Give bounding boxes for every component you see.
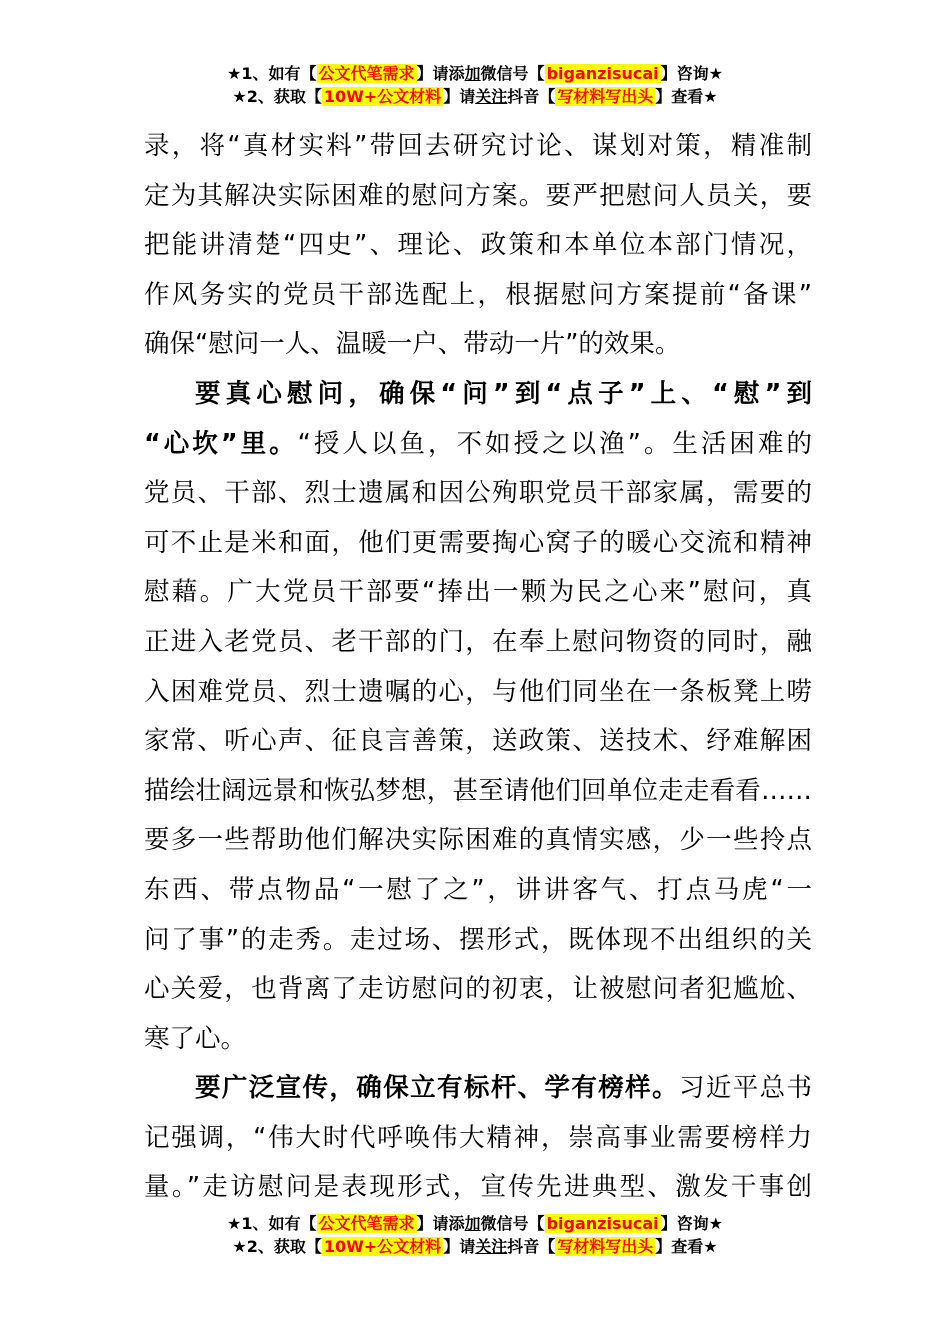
body-text: “授人以鱼，不如授之以渔”。生活困难的: [297, 428, 812, 459]
header-banner: [0, 64, 950, 110]
banner-text: 】请添: [416, 1214, 465, 1233]
banner-text: 抖音【: [507, 1237, 556, 1256]
body-line: 量。”走访慰问是表现形式，宣传先进典型、激发干事创: [144, 1172, 812, 1203]
banner-row-2: [0, 87, 950, 110]
paragraph-heading-line: [144, 370, 812, 420]
body-line: 把能讲清楚“四史”、理论、政策和本单位本部门情况，: [144, 230, 812, 261]
body-line: 确保“慰问一人、温暖一户、带动一片”的效果。: [144, 329, 681, 360]
banner-row-1: [0, 1214, 950, 1237]
body-line: 慰藉。广大党员干部要“捧出一颗为民之心来”慰问，真: [144, 577, 812, 608]
body-line: 可不止是米和面，他们更需要掏心窝子的暖心交流和精神: [144, 527, 812, 558]
banner-text: 抖音【: [507, 87, 556, 106]
banner-text: 】请: [443, 87, 476, 106]
paragraph-heading: 要广泛宣传，确保立有标杆、学有榜样。: [195, 1073, 679, 1104]
body-line: 记强调，“伟大时代呼唤伟大精神，崇高事业需要榜样力: [144, 1122, 812, 1153]
banner-text: 】咨询★: [660, 64, 723, 83]
body-line: 心关爱，也背离了走访慰问的初衷，让被慰问者犯尴尬、: [144, 974, 812, 1005]
banner-text: 】请添: [416, 64, 465, 83]
body-line: 东西、带点物品“一慰了之”，讲讲客气、打点马虎“一: [144, 874, 812, 905]
body-line: [144, 1064, 812, 1114]
banner-underline: 加: [464, 64, 481, 83]
banner-highlight: 公文代笔需求: [318, 1214, 415, 1233]
paragraph-heading: “心坎”里。: [144, 428, 298, 459]
body-line: 寒了心。: [144, 1023, 247, 1054]
body-line: 家常、听心声、征良言善策，送政策、送技术、纾难解困: [144, 726, 812, 757]
body-line: 要多一些帮助他们解决实际困难的真情实感，少一些拎点: [144, 825, 812, 856]
banner-text: ★2、获取【: [232, 87, 322, 106]
paragraph-heading: 要真心慰问，确保“问”到“点子”上、“慰”到: [195, 378, 812, 409]
body-line: 党员、干部、烈士遗属和因公殉职党员干部家属，需要的: [144, 478, 812, 509]
banner-underline: 关注: [475, 87, 508, 106]
banner-text: 】查看★: [655, 87, 718, 106]
banner-underline: 加: [464, 1214, 481, 1233]
banner-text: 】请: [443, 1237, 476, 1256]
banner-highlight: 公文代笔需求: [318, 64, 415, 83]
body-line: [144, 420, 812, 470]
body-line: 入困难党员、烈士遗嘱的心，与他们同坐在一条板凳上唠: [144, 676, 812, 707]
banner-text: ★1、如有【: [227, 1214, 317, 1233]
document-body: [144, 122, 812, 1213]
banner-highlight: biganzisucai: [546, 1214, 659, 1233]
body-line: 问了事”的走秀。走过场、摆形式，既体现不出组织的关: [144, 924, 812, 955]
banner-text: 微信号【: [480, 64, 545, 83]
banner-highlight: 写材料写出头: [557, 1237, 654, 1256]
banner-text: 微信号【: [480, 1214, 545, 1233]
body-line: 描绘壮阔远景和恢弘梦想，甚至请他们回单位走走看看……: [144, 775, 812, 806]
banner-text: 】咨询★: [660, 1214, 723, 1233]
body-text: 习近平总书: [678, 1073, 812, 1104]
banner-row-2: [0, 1237, 950, 1260]
banner-text: ★1、如有【: [227, 64, 317, 83]
body-line: 定为其解决实际困难的慰问方案。要严把慰问人员关，要: [144, 180, 812, 211]
banner-highlight: 10W+公文材料: [323, 1237, 442, 1256]
banner-text: 】查看★: [655, 1237, 718, 1256]
body-line: 作风务实的党员干部选配上，根据慰问方案提前“备课”: [144, 279, 812, 310]
banner-text: ★2、获取【: [232, 1237, 322, 1256]
body-line: 正进入老党员、老干部的门，在奉上慰问物资的同时，融: [144, 626, 812, 657]
banner-row-1: [0, 64, 950, 87]
footer-banner: [0, 1214, 950, 1260]
banner-highlight: 写材料写出头: [557, 87, 654, 106]
banner-highlight: 10W+公文材料: [323, 87, 442, 106]
banner-highlight: biganzisucai: [546, 64, 659, 83]
banner-underline: 关注: [475, 1237, 508, 1256]
body-line: 录，将“真材实料”带回去研究讨论、谋划对策，精准制: [144, 131, 812, 161]
